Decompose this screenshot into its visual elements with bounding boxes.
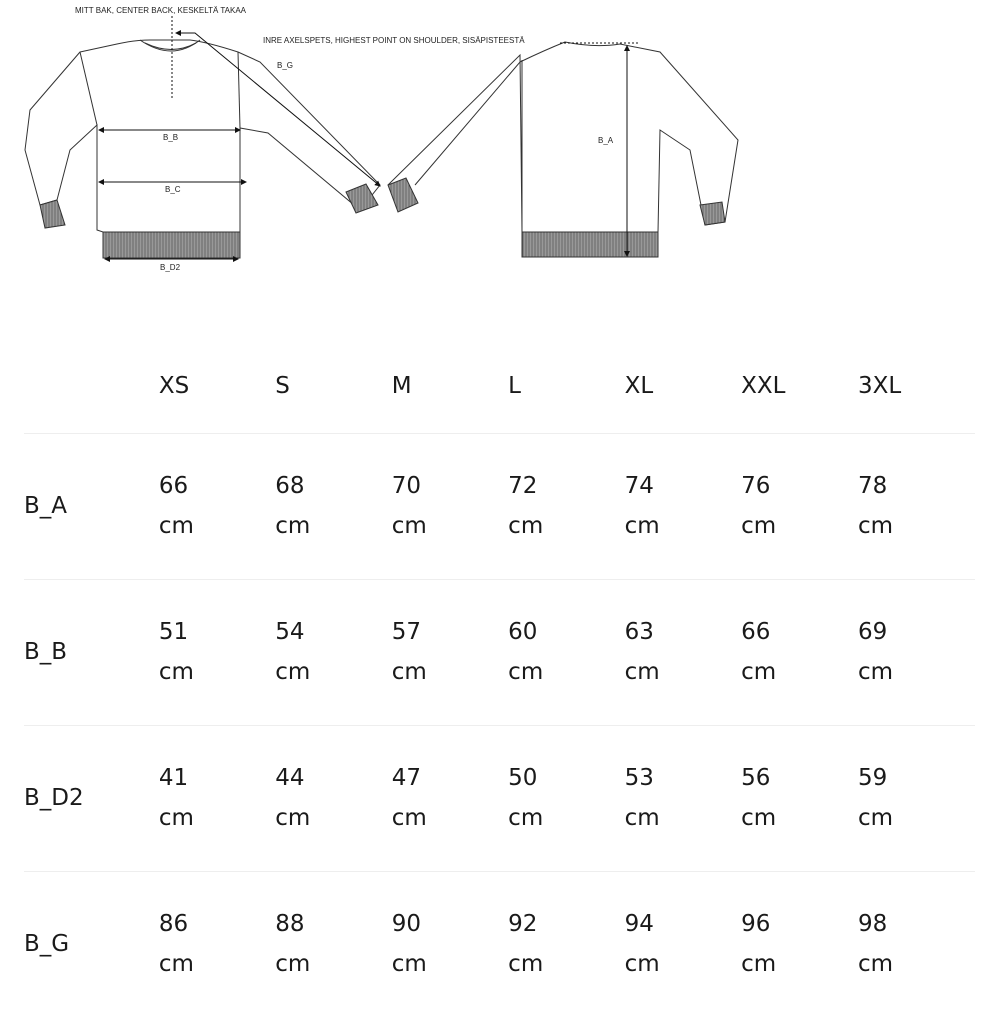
measurement-unit: cm [508, 805, 544, 831]
row-label: B_A [24, 493, 68, 519]
measurement-unit: cm [391, 659, 427, 685]
measurement-unit: cm [624, 951, 660, 978]
row-label: B_D2 [24, 785, 84, 811]
measurement-cell [858, 871, 975, 1017]
measurement-value: 66 [158, 473, 189, 499]
measurement-unit: cm [741, 805, 777, 831]
measurement-unit: cm [158, 805, 194, 831]
measurement-unit: cm [391, 513, 427, 539]
measurement-unit: cm [158, 513, 194, 539]
measurement-value: 72 [508, 473, 538, 499]
table-row [24, 871, 975, 1017]
measurement-cell [625, 871, 741, 1017]
measurement-unit: cm [858, 805, 894, 831]
label-b-c: B_C [165, 185, 181, 194]
measurement-value: 56 [741, 765, 771, 791]
measurement-value: 53 [624, 765, 654, 791]
measurement-unit: cm [158, 951, 194, 978]
measurement-value: 60 [508, 619, 538, 645]
measurement-cell [508, 871, 624, 1017]
back-sweater-drawing [388, 42, 738, 257]
front-sweater-drawing [25, 40, 380, 258]
measurement-value: 51 [158, 619, 189, 645]
measurement-value: 50 [508, 765, 538, 791]
measurement-cell [159, 725, 275, 871]
measurement-value: 47 [391, 765, 421, 791]
shoulder-label: INRE AXELSPETS, HIGHEST POINT ON SHOULDER, SISÄPISTEESTÄ [263, 36, 525, 45]
measurement-cell [275, 579, 391, 725]
measurement-value: 90 [391, 911, 421, 938]
size-xs: XS [158, 373, 190, 400]
measurement-value: 76 [741, 473, 771, 499]
measurement-value: 88 [275, 911, 305, 938]
measurement-cell [275, 433, 391, 579]
measurement-value: 59 [858, 765, 888, 791]
measurement-value: 66 [741, 619, 771, 645]
measurement-cell [741, 871, 858, 1017]
measurement-value: 69 [858, 619, 888, 645]
measurement-value: 92 [508, 911, 538, 938]
measurement-unit: cm [858, 659, 894, 685]
row-label: B_B [24, 639, 68, 665]
measurement-value: 54 [275, 619, 305, 645]
size-s: S [275, 373, 290, 400]
measurement-cell [392, 871, 508, 1017]
measurement-unit: cm [275, 951, 311, 978]
measurement-value: 86 [158, 911, 189, 938]
size-table [24, 340, 975, 1017]
size-xl: XL [624, 373, 654, 400]
measurement-value: 98 [858, 911, 888, 938]
measurement-unit: cm [391, 951, 427, 978]
size-diagram [0, 0, 760, 290]
measurement-cell [392, 725, 508, 871]
measurement-unit: cm [858, 513, 894, 539]
measurement-unit: cm [741, 951, 777, 978]
measurement-unit: cm [741, 513, 777, 539]
measurement-cell [392, 433, 508, 579]
measurement-cell [159, 871, 275, 1017]
label-b-g: B_G [277, 61, 294, 70]
label-b-a: B_A [598, 136, 614, 145]
measurement-cell [858, 725, 975, 871]
measurement-cell [159, 433, 275, 579]
measurement-unit: cm [275, 805, 311, 831]
measurement-cell [741, 579, 858, 725]
measurement-cell [392, 579, 508, 725]
table-row [24, 433, 975, 579]
size-m: M [391, 373, 412, 400]
measurement-unit: cm [741, 659, 777, 685]
measurement-value: 74 [624, 473, 654, 499]
measurement-unit: cm [275, 659, 311, 685]
measurement-cell [858, 579, 975, 725]
measurement-unit: cm [158, 659, 194, 685]
center-back-label: MITT BAK, CENTER BACK, KESKELTÄ TAKAA [75, 6, 247, 15]
label-b-d2: B_D2 [160, 263, 181, 272]
measurement-unit: cm [508, 951, 544, 978]
measurement-cell [858, 433, 975, 579]
size-l: L [508, 373, 521, 400]
measurement-cell [741, 433, 858, 579]
measurement-unit: cm [508, 513, 544, 539]
measurement-value: 68 [275, 473, 305, 499]
measurement-cell [625, 725, 741, 871]
measurement-cell [508, 725, 624, 871]
measurement-cell [275, 725, 391, 871]
measurement-value: 41 [158, 765, 189, 791]
measurement-value: 70 [391, 473, 421, 499]
measurement-unit: cm [508, 659, 544, 685]
measurement-value: 57 [391, 619, 421, 645]
label-b-b: B_B [163, 133, 179, 142]
size-xxl: XXL [741, 373, 786, 400]
measurement-unit: cm [624, 659, 660, 685]
measurement-value: 44 [275, 765, 305, 791]
table-row [24, 725, 975, 871]
measurement-unit: cm [391, 805, 427, 831]
measurement-unit: cm [624, 805, 660, 831]
measurement-value: 96 [741, 911, 771, 938]
measurement-cell [741, 725, 858, 871]
measurement-unit: cm [275, 513, 311, 539]
measurement-cell [625, 433, 741, 579]
row-label: B_G [24, 931, 70, 958]
measurement-cell [625, 579, 741, 725]
measurement-unit: cm [858, 951, 894, 978]
table-row [24, 579, 975, 725]
measurement-value: 63 [624, 619, 654, 645]
measurement-cell [508, 433, 624, 579]
measurement-unit: cm [624, 513, 660, 539]
measurement-cell [159, 579, 275, 725]
measurement-cell [508, 579, 624, 725]
measurement-cell [275, 871, 391, 1017]
measurement-value: 78 [858, 473, 888, 499]
measurement-value: 94 [624, 911, 654, 938]
size-3xl: 3XL [858, 373, 902, 400]
size-header-row [24, 340, 975, 433]
